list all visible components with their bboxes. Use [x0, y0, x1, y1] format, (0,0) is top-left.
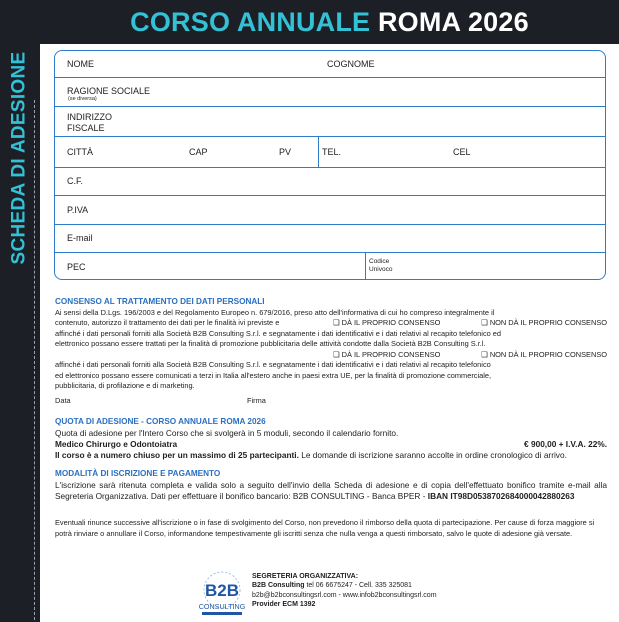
consent-2-yes-checkbox[interactable]: ❑ DÀ IL PROPRIO CONSENSO [333, 349, 441, 359]
consent-title: CONSENSO AL TRATTAMENTO DEI DATI PERSONALI [55, 297, 265, 306]
segreteria-block [252, 572, 437, 609]
label-cel: CEL [453, 147, 471, 157]
dashed-cut-line [34, 100, 35, 620]
label-univoco: Univoco [369, 266, 393, 273]
consent-1-yes-checkbox[interactable]: ❑ DÀ IL PROPRIO CONSENSO [333, 318, 441, 328]
quota-title: QUOTA DI ADESIONE - CORSO ANNUALE ROMA 2026 [55, 417, 266, 426]
quota-domande: Le domande di iscrizione saranno accolte in ordine cronologico di arrivo. [301, 449, 567, 460]
label-ragione-sociale-note: (se diversa) [68, 96, 97, 102]
divider-codice [365, 253, 366, 280]
modalita-text: L'iscrizione sarà ritenuta completa e valida solo a seguito dell'invio della Scheda di adesione e di copia dell'effettuato bonifico tramite e-mail alla Segreteria Organizzativa. Dati per effettuare il bonifico bancario: B2B CONSULTING - Banca BPER - [55, 479, 607, 501]
sidebar-title-wrap [2, 40, 38, 275]
consent-line-1: Ai sensi della D.Lgs. 196/2003 e del Regolamento Europeo n. 679/2016, preso atto dell'informativa di cui ho compreso integralmente il [55, 307, 495, 317]
label-data: Data [55, 396, 71, 405]
segreteria-contact [252, 581, 437, 590]
quota-line-1: Quota di adesione per l'Intero Corso che si svolgerà in 5 moduli, secondo il calendario fornito. [55, 427, 399, 438]
row-ragione-sociale[interactable] [55, 78, 605, 107]
label-cf: C.F. [67, 176, 84, 186]
modalita-text-wrap [55, 480, 607, 502]
label-piva: P.IVA [67, 205, 89, 215]
quota-price-row [55, 439, 607, 450]
row-email[interactable] [55, 225, 605, 253]
row-nome-cognome[interactable] [55, 51, 605, 78]
modalita-iban: IBAN IT98D0538702684000042880263 [427, 490, 575, 501]
quota-chiuso: Il corso è a numero chiuso per un massimo di 25 partecipanti. [55, 449, 299, 460]
segreteria-email-web[interactable]: b2b@b2bconsultingsrl.com - www.infob2bconsultingsrl.com [252, 591, 437, 599]
label-nome: NOME [67, 59, 94, 69]
consent-line-3: affinché i dati personali forniti alla Società B2B Consulting S.r.l. e segnatamente i dati identificativi e i dati relativi al recapito telefonico ed [55, 328, 502, 338]
consent-2-options [55, 350, 607, 361]
sidebar-title: SCHEDA DI ADESIONE [9, 50, 30, 265]
row-indirizzo[interactable] [55, 107, 605, 137]
label-indirizzo: INDIRIZZO [67, 112, 112, 122]
consent-line-2-row [55, 318, 607, 329]
page-title [130, 7, 529, 38]
consent-1-no-checkbox[interactable]: ❑ NON DÀ IL PROPRIO CONSENSO [481, 318, 607, 328]
quota-section [55, 417, 607, 461]
date-signature-row [55, 396, 607, 407]
segreteria-company: B2B Consulting [252, 582, 305, 590]
label-tel: TEL. [322, 147, 342, 157]
label-citta: CITTÀ [67, 147, 93, 157]
label-cognome: COGNOME [327, 59, 375, 69]
consent-line-7: pubblicitaria, di profilazione e di marketing. [55, 381, 195, 391]
logo-consulting-text: CONSULTING [198, 602, 246, 611]
sidebar [0, 0, 40, 622]
modalita-title: MODALITÀ DI ISCRIZIONE E PAGAMENTO [55, 469, 221, 478]
header-bar [40, 0, 619, 44]
label-email: E-mail [67, 233, 93, 243]
label-fiscale: FISCALE [67, 123, 105, 133]
registration-form [54, 50, 606, 280]
row-cf[interactable] [55, 168, 605, 196]
consent-section [55, 296, 607, 392]
consent-line-6: ed elettronico possano essere comunicati a terzi in Italia all'estero anche in paesi extra UE, per la finalità di promozione commerciale, [55, 370, 492, 380]
segreteria-tel: tel 06 6675247 - Cell. 335 325081 [306, 582, 412, 590]
segreteria-provider: Provider ECM 1392 [252, 600, 316, 608]
b2b-consulting-logo [198, 568, 246, 618]
rinunce-section [55, 518, 607, 539]
label-codice: Codice [369, 258, 390, 265]
label-pv: PV [279, 147, 292, 157]
consent-line-4: elettronico possano essere trattati per la finalità di promozione pubblicitaria delle attività condotte dalla Società B2B Consulting S.r.l. [55, 339, 486, 349]
label-cap: CAP [189, 147, 208, 157]
footer [0, 560, 619, 622]
row-pec[interactable] [55, 253, 605, 280]
title-part-2: ROMA 2026 [377, 6, 529, 37]
consent-line-5: affinché i dati personali forniti alla Società B2B Consulting S.r.l. e segnatamente i dati identificativi e i dati relativi al recapito telefonico [55, 360, 491, 370]
quota-price: € 900,00 + I.V.A. 22%. [524, 438, 607, 449]
segreteria-title: SEGRETERIA ORGANIZZATIVA: [252, 573, 359, 580]
label-firma: Firma [247, 396, 266, 405]
logo-b2b-text: B2B [204, 581, 240, 600]
label-ragione-sociale: RAGIONE SOCIALE [67, 86, 151, 96]
modalita-section [55, 469, 607, 502]
quota-medico: Medico Chirurgo e Odontoiatra [55, 438, 178, 449]
consent-2-no-checkbox[interactable]: ❑ NON DÀ IL PROPRIO CONSENSO [481, 349, 607, 359]
row-piva[interactable] [55, 196, 605, 225]
label-pec: PEC [67, 262, 86, 272]
title-part-1: CORSO ANNUALE [130, 6, 371, 37]
row-citta[interactable] [55, 137, 605, 168]
quota-posti [55, 450, 607, 461]
consent-line-2: contenuto, autorizzo il trattamento dei dati per le finalità ivi previste e [55, 318, 280, 328]
divider-tel [318, 137, 319, 167]
rinunce-text: Eventuali rinunce successive all'iscrizione o in fase di svolgimento del Corso, non prevedono il rimborso della quota di partecipazione. Per cause di forza maggiore si potrà rinviare o annullare il Corso, informandone tempestivamente gli iscritti senza che nulla venga a questi rimborsato, salvo le quote di adesione già versate. [55, 518, 595, 538]
